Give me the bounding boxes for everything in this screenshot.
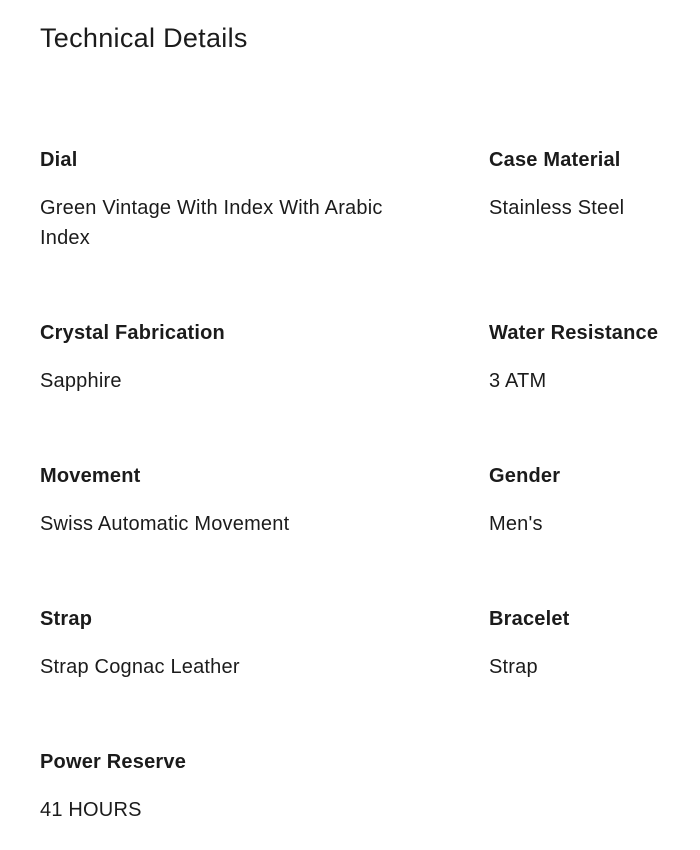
- detail-item-strap: [40, 607, 489, 682]
- detail-item-gender: [489, 464, 670, 539]
- detail-value-strap: Strap Cognac Leather: [40, 656, 240, 678]
- detail-item-case-material: [489, 148, 670, 253]
- detail-item-crystal-fabrication: [40, 321, 489, 396]
- detail-value-power-reserve: 41 HOURS: [40, 799, 142, 821]
- detail-value-case-material: Stainless Steel: [489, 197, 625, 219]
- detail-label-case-material: Case Material: [489, 149, 621, 171]
- detail-value-dial: Green Vintage With Index With Arabic Index: [40, 197, 383, 249]
- detail-value-water-resistance: 3 ATM: [489, 370, 547, 392]
- detail-label-bracelet: Bracelet: [489, 608, 570, 630]
- detail-label-gender: Gender: [489, 465, 561, 487]
- detail-value-movement: Swiss Automatic Movement: [40, 513, 290, 535]
- detail-item-power-reserve: [40, 750, 489, 825]
- detail-label-movement: Movement: [40, 465, 141, 487]
- detail-item-bracelet: [489, 607, 670, 682]
- detail-label-strap: Strap: [40, 608, 93, 630]
- detail-item-water-resistance: [489, 321, 670, 396]
- detail-item-movement: [40, 464, 489, 539]
- section-title: Technical Details: [40, 23, 248, 53]
- details-grid: [40, 148, 670, 825]
- detail-value-gender: Men's: [489, 513, 543, 535]
- detail-label-water-resistance: Water Resistance: [489, 322, 659, 344]
- detail-label-dial: Dial: [40, 149, 78, 171]
- detail-label-power-reserve: Power Reserve: [40, 751, 187, 773]
- detail-label-crystal-fabrication: Crystal Fabrication: [40, 322, 225, 344]
- detail-value-bracelet: Strap: [489, 656, 538, 678]
- detail-value-crystal-fabrication: Sapphire: [40, 370, 122, 392]
- detail-item-dial: [40, 148, 489, 253]
